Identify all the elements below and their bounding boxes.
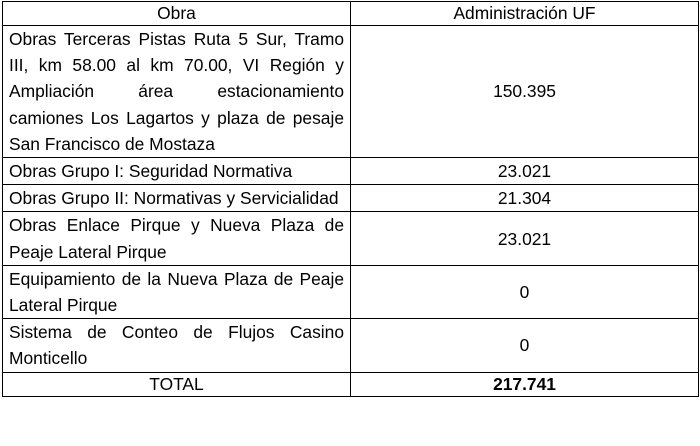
admin-uf-cell: 0	[351, 319, 699, 372]
admin-uf-cell: 150.395	[351, 26, 699, 158]
obra-cell: Equipamiento de la Nueva Plaza de Peaje Lateral Pirque	[3, 265, 351, 318]
admin-uf-cell: 0	[351, 265, 699, 318]
header-administracion-uf: Administración UF	[351, 2, 699, 26]
total-label: TOTAL	[3, 372, 351, 396]
total-value: 217.741	[351, 372, 699, 396]
table-row	[3, 26, 699, 158]
table-row	[3, 265, 699, 318]
total-row	[3, 372, 699, 396]
table-row	[3, 319, 699, 372]
admin-uf-cell: 23.021	[351, 212, 699, 265]
table-row	[3, 158, 699, 185]
obra-cell: Obras Grupo I: Seguridad Normativa	[3, 158, 351, 185]
admin-uf-cell: 21.304	[351, 185, 699, 212]
table-row	[3, 212, 699, 265]
obras-table	[2, 1, 699, 397]
obra-cell: Obras Grupo II: Normativas y Servicialidad	[3, 185, 351, 212]
header-obra: Obra	[3, 2, 351, 26]
admin-uf-cell: 23.021	[351, 158, 699, 185]
obra-cell: Obras Enlace Pirque y Nueva Plaza de Peaje Lateral Pirque	[3, 212, 351, 265]
table-row	[3, 185, 699, 212]
obra-cell: Obras Terceras Pistas Ruta 5 Sur, Tramo III, km 58.00 al km 70.00, VI Región y Ampliación área estacionamiento camiones Los Lagartos y plaza de pesaje San Francisco de Mostaza	[3, 26, 351, 158]
obra-cell: Sistema de Conteo de Flujos Casino Monticello	[3, 319, 351, 372]
table-header-row	[3, 2, 699, 26]
